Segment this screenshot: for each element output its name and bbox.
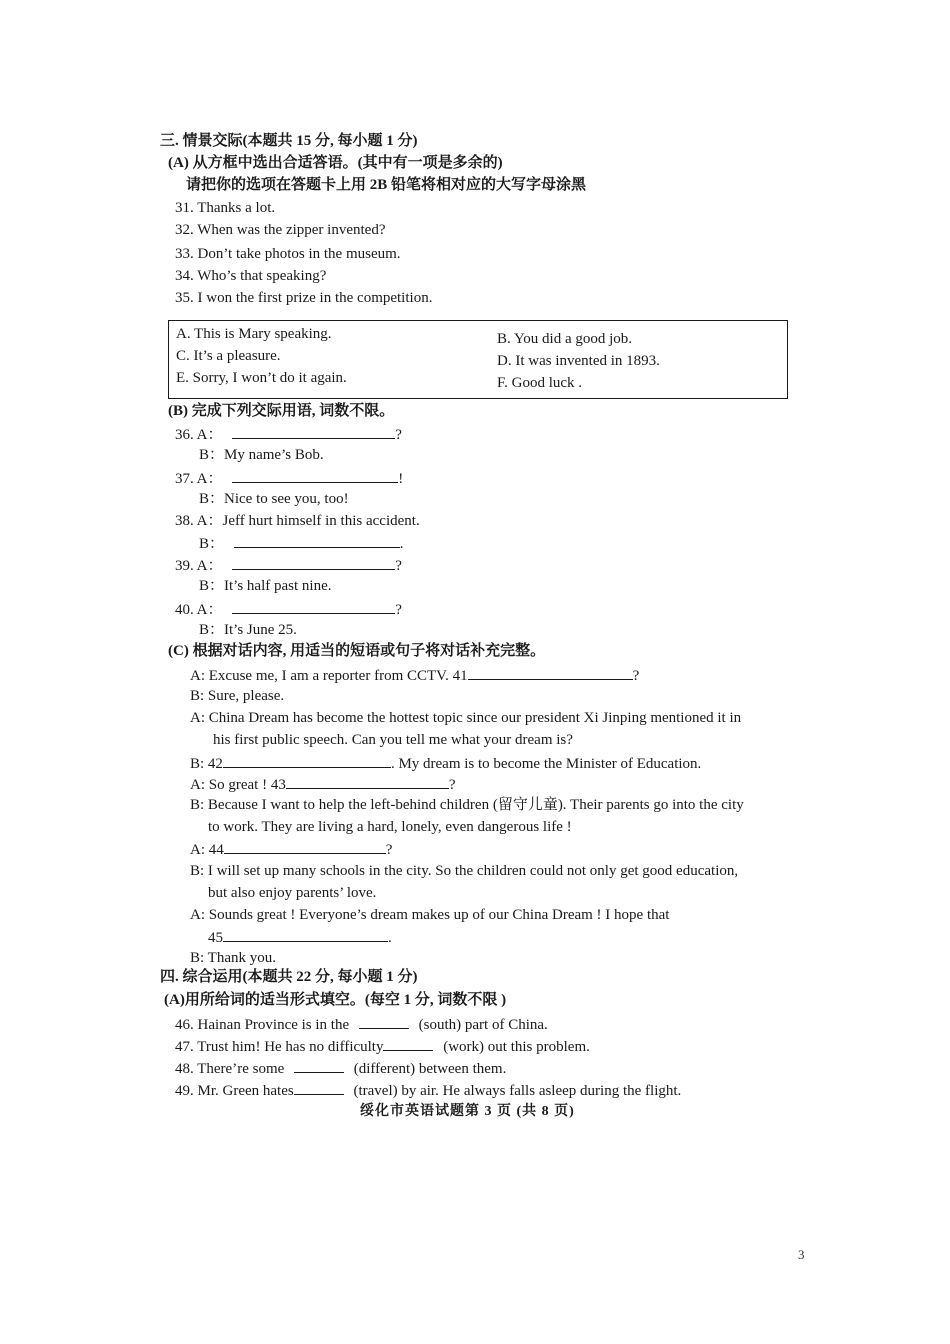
option-b: B. You did a good job. bbox=[497, 331, 633, 347]
page-footer: 绥化市英语试题第 3 页 (共 8 页) bbox=[360, 1104, 575, 1119]
line-end: . bbox=[388, 930, 392, 946]
dialogue-line bbox=[199, 621, 297, 639]
page-number: 3 bbox=[798, 1247, 805, 1262]
line-text: Jeff hurt himself in this accident. bbox=[222, 513, 420, 529]
partA-title: (A) 从方框中选出合适答语。(其中有一项是多余的) bbox=[168, 155, 503, 171]
line-label: B： bbox=[199, 536, 225, 552]
dialogue-line bbox=[190, 839, 392, 859]
item-text: (south) part of China. bbox=[418, 1017, 548, 1033]
answer-blank-37[interactable] bbox=[232, 468, 398, 483]
fill-item-49 bbox=[175, 1080, 681, 1100]
answer-blank-36[interactable] bbox=[232, 424, 395, 439]
dialogue-line bbox=[175, 424, 402, 444]
option-a: A. This is Mary speaking. bbox=[176, 326, 332, 342]
line-text: My name’s Bob. bbox=[224, 447, 324, 463]
dialogue-line: B: Sure, please. bbox=[190, 688, 285, 704]
line-end: ? bbox=[385, 842, 393, 858]
answer-blank-45[interactable] bbox=[223, 927, 388, 942]
dialogue-line: to work. They are living a hard, lonely, even dangerous life ! bbox=[208, 819, 572, 835]
line-text: A: 44 bbox=[190, 842, 224, 858]
answer-blank-42[interactable] bbox=[223, 753, 391, 768]
item-text: (travel) by air. He always falls asleep during the flight. bbox=[353, 1083, 682, 1099]
line-text: It’s half past nine. bbox=[224, 578, 332, 594]
answer-blank-40[interactable] bbox=[232, 599, 395, 614]
dialogue-line bbox=[199, 577, 332, 595]
answer-blank-48[interactable] bbox=[294, 1058, 344, 1073]
dialogue-line bbox=[190, 774, 456, 794]
dialogue-line bbox=[175, 599, 402, 619]
answer-blank-49[interactable] bbox=[294, 1080, 344, 1095]
item-text: (work) out this problem. bbox=[443, 1039, 590, 1055]
line-label: 39. A： bbox=[175, 558, 223, 574]
dialogue-line bbox=[199, 490, 349, 508]
partC-title: (C) 根据对话内容, 用适当的短语或句子将对话补充完整。 bbox=[168, 643, 546, 659]
line-label: 36. A： bbox=[175, 427, 223, 443]
line-label: B： bbox=[199, 447, 225, 463]
item-text: 49. Mr. Green hates bbox=[175, 1083, 294, 1099]
partB-title: (B) 完成下列交际用语, 词数不限。 bbox=[168, 403, 395, 419]
line-label: B： bbox=[199, 578, 225, 594]
answer-blank-43[interactable] bbox=[286, 774, 449, 789]
fill-item-46 bbox=[175, 1014, 548, 1034]
line-end: ! bbox=[398, 471, 404, 487]
line-label: 38. A： bbox=[175, 513, 223, 529]
option-c: C. It’s a pleasure. bbox=[176, 348, 281, 364]
line-text: A: Excuse me, I am a reporter from CCTV. 41 bbox=[190, 668, 468, 684]
line-text: A: So great ! 43 bbox=[190, 777, 286, 793]
section4-partA-title: (A)用所给词的适当形式填空。(每空 1 分, 词数不限 ) bbox=[164, 992, 507, 1008]
line-text: Nice to see you, too! bbox=[224, 491, 349, 507]
section3-title: 三. 情景交际(本题共 15 分, 每小题 1 分) bbox=[160, 133, 418, 149]
fill-item-48 bbox=[175, 1058, 506, 1078]
section4-title: 四. 综合运用(本题共 22 分, 每小题 1 分) bbox=[160, 969, 418, 985]
dialogue-line bbox=[175, 555, 402, 575]
option-f: F. Good luck . bbox=[497, 375, 583, 391]
dialogue-line: B: Thank you. bbox=[190, 950, 276, 966]
question-34: 34. Who’s that speaking? bbox=[175, 268, 327, 284]
question-32: 32. When was the zipper invented? bbox=[175, 222, 386, 238]
line-label: 40. A： bbox=[175, 602, 223, 618]
dialogue-line: B: I will set up many schools in the city. So the children could not only get good education, bbox=[190, 863, 739, 879]
line-label: B： bbox=[199, 622, 225, 638]
dialogue-line bbox=[199, 533, 404, 553]
question-31: 31. Thanks a lot. bbox=[175, 200, 276, 216]
dialogue-line bbox=[199, 446, 324, 464]
question-35: 35. I won the first prize in the competition. bbox=[175, 290, 433, 306]
dialogue-line bbox=[175, 512, 420, 530]
partA-instruction: 请把你的选项在答题卡上用 2B 铅笔将相对应的大写字母涂黑 bbox=[186, 177, 587, 193]
dialogue-line: but also enjoy parents’ love. bbox=[208, 885, 377, 901]
dialogue-line: B: Because I want to help the left-behind children (留守儿童). Their parents go into the city bbox=[190, 797, 744, 813]
dialogue-line: A: Sounds great ! Everyone’s dream makes up of our China Dream ! I hope that bbox=[190, 907, 670, 923]
dialogue-line bbox=[190, 665, 639, 685]
line-end: ? bbox=[395, 427, 402, 443]
fill-item-47 bbox=[175, 1036, 590, 1056]
option-d: D. It was invented in 1893. bbox=[497, 353, 660, 369]
answer-blank-38[interactable] bbox=[234, 533, 400, 548]
question-33: 33. Don’t take photos in the museum. bbox=[175, 246, 401, 262]
line-end: . bbox=[399, 536, 404, 552]
line-text: B: 42 bbox=[190, 756, 223, 772]
answer-blank-44[interactable] bbox=[224, 839, 386, 854]
answer-blank-39[interactable] bbox=[232, 555, 395, 570]
item-text: 48. There’re some bbox=[175, 1061, 285, 1077]
line-end: ? bbox=[632, 668, 640, 684]
answer-blank-41[interactable] bbox=[468, 665, 633, 680]
answer-blank-47[interactable] bbox=[383, 1036, 433, 1051]
dialogue-line: A: China Dream has become the hottest topic since our president Xi Jinping mentioned it in bbox=[190, 710, 742, 726]
line-label: B： bbox=[199, 491, 225, 507]
line-text: 45 bbox=[208, 930, 223, 946]
option-e: E. Sorry, I won’t do it again. bbox=[176, 370, 347, 386]
answer-blank-46[interactable] bbox=[359, 1014, 409, 1029]
line-label: 37. A： bbox=[175, 471, 223, 487]
line-text: It’s June 25. bbox=[224, 622, 297, 638]
line-end: ? bbox=[395, 602, 402, 618]
line-end: ? bbox=[448, 777, 456, 793]
item-text: 46. Hainan Province is in the bbox=[175, 1017, 350, 1033]
item-text: 47. Trust him! He has no difficulty bbox=[175, 1039, 384, 1055]
dialogue-line: his first public speech. Can you tell me what your dream is? bbox=[213, 732, 573, 748]
line-text: . My dream is to become the Minister of Education. bbox=[390, 756, 702, 772]
line-end: ? bbox=[395, 558, 402, 574]
dialogue-line bbox=[175, 468, 403, 488]
dialogue-line bbox=[208, 927, 392, 947]
item-text: (different) between them. bbox=[353, 1061, 507, 1077]
dialogue-line bbox=[190, 753, 701, 773]
